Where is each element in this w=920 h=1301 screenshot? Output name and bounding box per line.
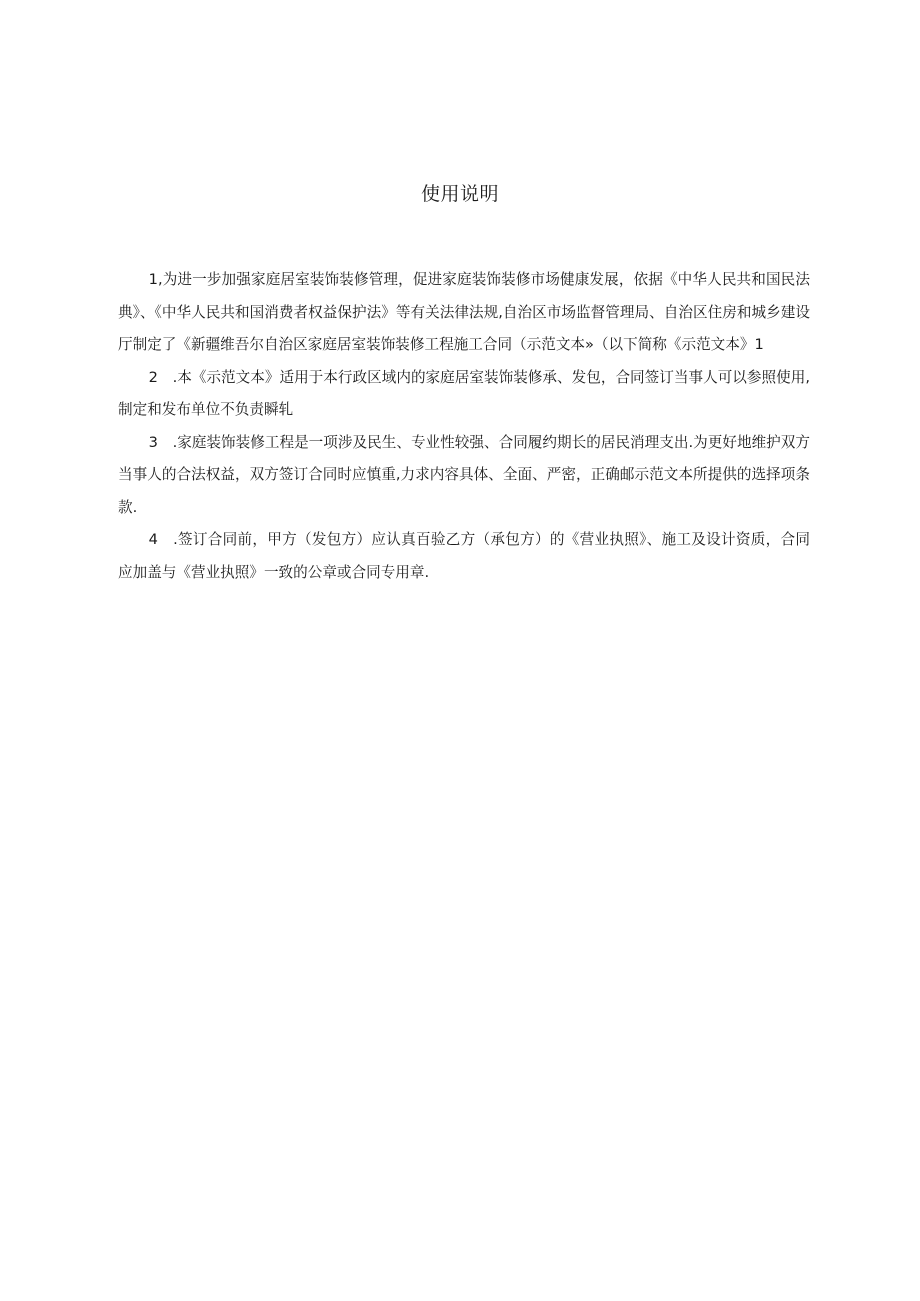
- document-title: 使用说明: [420, 183, 499, 205]
- paragraph-4: 4 .签订合同前，甲方（发包方）应认真百验乙方（承包方）的《营业执照》、施工及设计资质，合同应加盖与《营业执照》一致的公章或合同专用章.: [118, 531, 810, 581]
- paragraph-2: 2 .本《示范文本》适用于本行政区域内的家庭居室装饰装修承、发包，合同签订当事人可以参照使用,制定和发布单位不负责瞬轧: [118, 368, 810, 418]
- paragraph-3: 3 .家庭装饰装修工程是一项涉及民生、专业性较强、合同履约期长的居民消理支出.为更好地维护双方当事人的合法权益，双方签订合同时应慎重,力求内容具体、全面、严密，正确邮示范文本所提供的选择项条款.: [118, 433, 810, 516]
- paragraph-1: 1,为进一步加强家庭居室装饰装修管理，促进家庭装饰装修市场健康发展，依据《中华人民共和国民法典》、《中华人民共和国消费者权益保护法》等有关法律法规,自治区市场监督管理局、自治区住房和城乡建设厅制定了《新疆维吾尔自治区家庭居室装饰装修工程施工合同（示范文本»（以下简称《示范文本》1: [118, 271, 810, 353]
- document-body: [118, 264, 810, 589]
